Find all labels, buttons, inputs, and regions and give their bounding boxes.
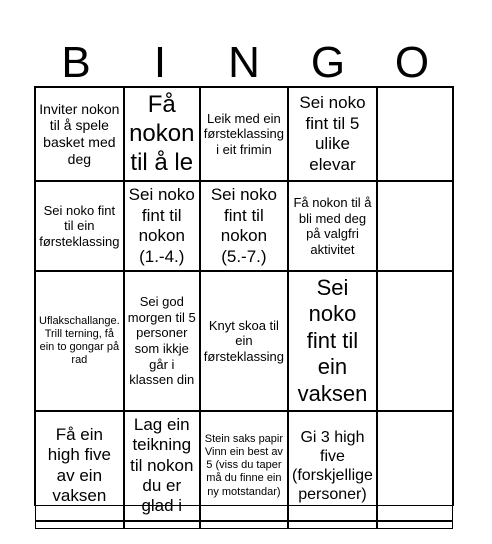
bingo-cell-r2c2[interactable]: Sei noko fint til nokon (1.-4.)	[124, 181, 200, 271]
bingo-cell-r1c4[interactable]: Sei noko fint til 5 ulike elevar	[288, 87, 377, 181]
bingo-cell-r1c1[interactable]: Inviter nokon til å spele basket med deg	[35, 87, 124, 181]
header-letter-o: O	[394, 38, 430, 87]
bingo-cell-r2c1[interactable]: Sei noko fint til ein førsteklassing	[35, 181, 124, 271]
bingo-cell-r3c5[interactable]	[377, 271, 453, 411]
bingo-cell-r2c3[interactable]: Sei noko fint til nokon (5.-7.)	[200, 181, 288, 271]
bingo-cell-r3c2[interactable]: Sei god morgen til 5 personer som ikkje går i klassen din	[124, 271, 200, 411]
bingo-cell-r5c5[interactable]	[377, 521, 453, 529]
bingo-cell-r5c3[interactable]	[200, 521, 288, 529]
header-letter-n: N	[228, 38, 260, 87]
bingo-cell-r3c4[interactable]: Sei noko fint til ein vaksen	[288, 271, 377, 411]
bingo-cell-r5c2[interactable]	[124, 521, 200, 529]
bingo-cell-r1c2[interactable]: Få nokon til å le	[124, 87, 200, 181]
bingo-cell-r5c1[interactable]	[35, 521, 124, 529]
bingo-cell-r2c4[interactable]: Få nokon til å bli med deg på valgfri aktivitet	[288, 181, 377, 271]
bingo-cell-r4c4[interactable]: Gi 3 high five (forskjellige personer)	[288, 411, 377, 521]
header-letter-b: B	[61, 38, 91, 87]
bingo-cell-r1c3[interactable]: Leik med ein førsteklassing i eit frimin	[200, 87, 288, 181]
bingo-cell-r4c1[interactable]: Få ein high five av ein vaksen	[35, 411, 124, 521]
bingo-cell-r3c1[interactable]: Uflakschallange. Trill terning, få ein to gongar på rad	[35, 271, 124, 411]
bingo-cell-r3c3[interactable]: Knyt skoa til ein førsteklassing	[200, 271, 288, 411]
header-letter-g: G	[310, 38, 346, 87]
bingo-cell-r1c5[interactable]	[377, 87, 453, 181]
bingo-cell-r4c5[interactable]	[377, 411, 453, 521]
bingo-header	[34, 38, 454, 88]
bingo-cell-r4c2[interactable]: Lag ein teikning til nokon du er glad i	[124, 411, 200, 521]
header-letter-i: I	[153, 38, 167, 87]
bingo-grid	[34, 86, 454, 516]
bingo-cell-r2c5[interactable]	[377, 181, 453, 271]
bingo-cell-r4c3[interactable]: Stein saks papir Vinn ein best av 5 (viss du taper må du finne ein ny motstandar)	[200, 411, 288, 521]
bingo-cell-r5c4[interactable]	[288, 521, 377, 529]
